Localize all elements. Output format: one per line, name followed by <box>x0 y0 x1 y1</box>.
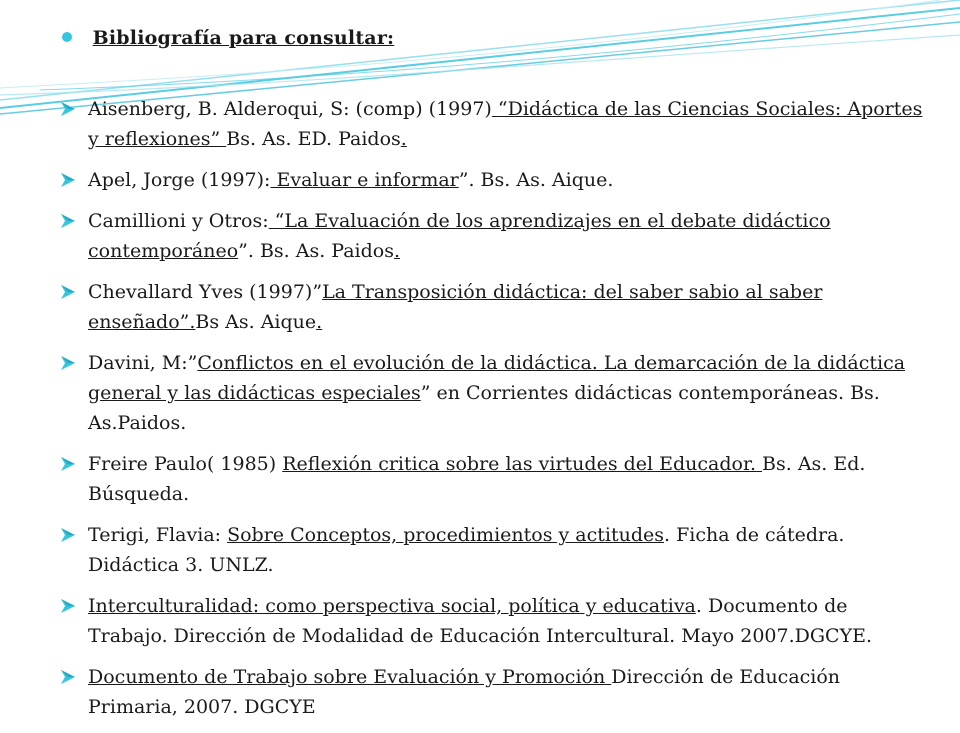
text-segment: Bs. As. Ed. Búsqueda. <box>88 453 866 505</box>
entry-text <box>88 662 930 722</box>
text-segment: . Ficha de cátedra. Didáctica 3. UNLZ. <box>88 524 845 576</box>
arrow-bullet-icon <box>60 165 88 195</box>
text-segment: Apel, Jorge (1997): <box>88 169 271 191</box>
text-segment: ” en Corrientes didácticas contemporáneas. Bs. As.Paidos. <box>88 382 880 434</box>
arrow-bullet-icon <box>60 662 88 692</box>
underlined-title-segment: Documento de Trabajo sobre Evaluación y Promoción <box>88 666 612 688</box>
underlined-title-segment: Evaluar e informar <box>270 169 459 191</box>
arrow-bullet-icon <box>60 520 88 550</box>
underlined-title-segment: Conflictos en el evolución de la didáctica. La demarcación de la didáctica general y las didácticas especiales <box>88 352 906 404</box>
arrow-bullet-icon <box>60 348 88 378</box>
entry-text <box>88 206 930 266</box>
underlined-title-segment: Sobre Conceptos, procedimientos y actitudes <box>227 524 664 546</box>
bibliography-entry <box>60 348 930 438</box>
bibliography-entry <box>60 165 930 195</box>
bibliography-entry <box>60 662 930 722</box>
text-segment: ”. Bs. As. Aique. <box>458 169 614 191</box>
bibliography-entry <box>60 520 930 580</box>
bibliography-entry <box>60 94 930 154</box>
underlined-title-segment: . <box>316 311 323 333</box>
text-segment: Aisenberg, B. Alderoqui, S: (comp) (1997) <box>88 98 492 120</box>
entry-text <box>88 520 930 580</box>
text-segment: Davini, M:” <box>88 352 198 374</box>
arrow-bullet-icon <box>60 277 88 307</box>
arrow-bullet-icon <box>60 206 88 236</box>
underlined-title-segment: Reflexión critica sobre las virtudes del Educador. <box>282 453 763 475</box>
bibliography-list <box>60 94 930 733</box>
text-segment: Terigi, Flavia: <box>88 524 228 546</box>
text-segment: Camillioni y Otros: <box>88 210 269 232</box>
entry-text <box>88 591 930 651</box>
bibliography-entry <box>60 206 930 266</box>
entry-text <box>88 94 930 154</box>
arrow-bullet-icon <box>60 449 88 479</box>
text-segment: . Documento de Trabajo. Dirección de Modalidad de Educación Intercultural. Mayo 2007.DGCYE. <box>88 595 873 647</box>
slide-heading <box>62 27 394 49</box>
underlined-title-segment: . <box>393 240 401 262</box>
text-segment: ”. Bs. As. Paidos <box>238 240 394 262</box>
round-bullet-icon <box>62 32 72 42</box>
slide-title: Bibliografía para consultar: <box>92 27 395 49</box>
underlined-title-segment: “Didáctica de las Ciencias Sociales: Aportes y reflexiones” <box>88 98 923 150</box>
arrow-bullet-icon <box>60 94 88 124</box>
text-segment: Dirección de Educación Primaria, 2007. DGCYE <box>88 666 841 718</box>
entry-text <box>88 165 930 195</box>
entry-text <box>88 449 930 509</box>
entry-text <box>88 277 930 337</box>
text-segment: Freire Paulo( 1985) <box>88 453 283 475</box>
text-segment: Chevallard Yves (1997)” <box>88 281 323 303</box>
text-segment: Bs. As. ED. Paidos <box>226 128 401 150</box>
bibliography-entry <box>60 449 930 509</box>
underlined-title-segment: Interculturalidad: como perspectiva social, política y educativa <box>88 595 696 617</box>
underlined-title-segment: . <box>400 128 407 150</box>
bibliography-entry <box>60 591 930 651</box>
bibliography-entry <box>60 277 930 337</box>
underlined-title-segment: La Transposición didáctica: del saber sabio al saber enseñado”. <box>88 281 823 333</box>
arrow-bullet-icon <box>60 591 88 621</box>
text-segment: Bs As. Aique <box>195 311 317 333</box>
entry-text <box>88 348 930 438</box>
underlined-title-segment: “La Evaluación de los aprendizajes en el debate didáctico contemporáneo <box>88 210 831 262</box>
